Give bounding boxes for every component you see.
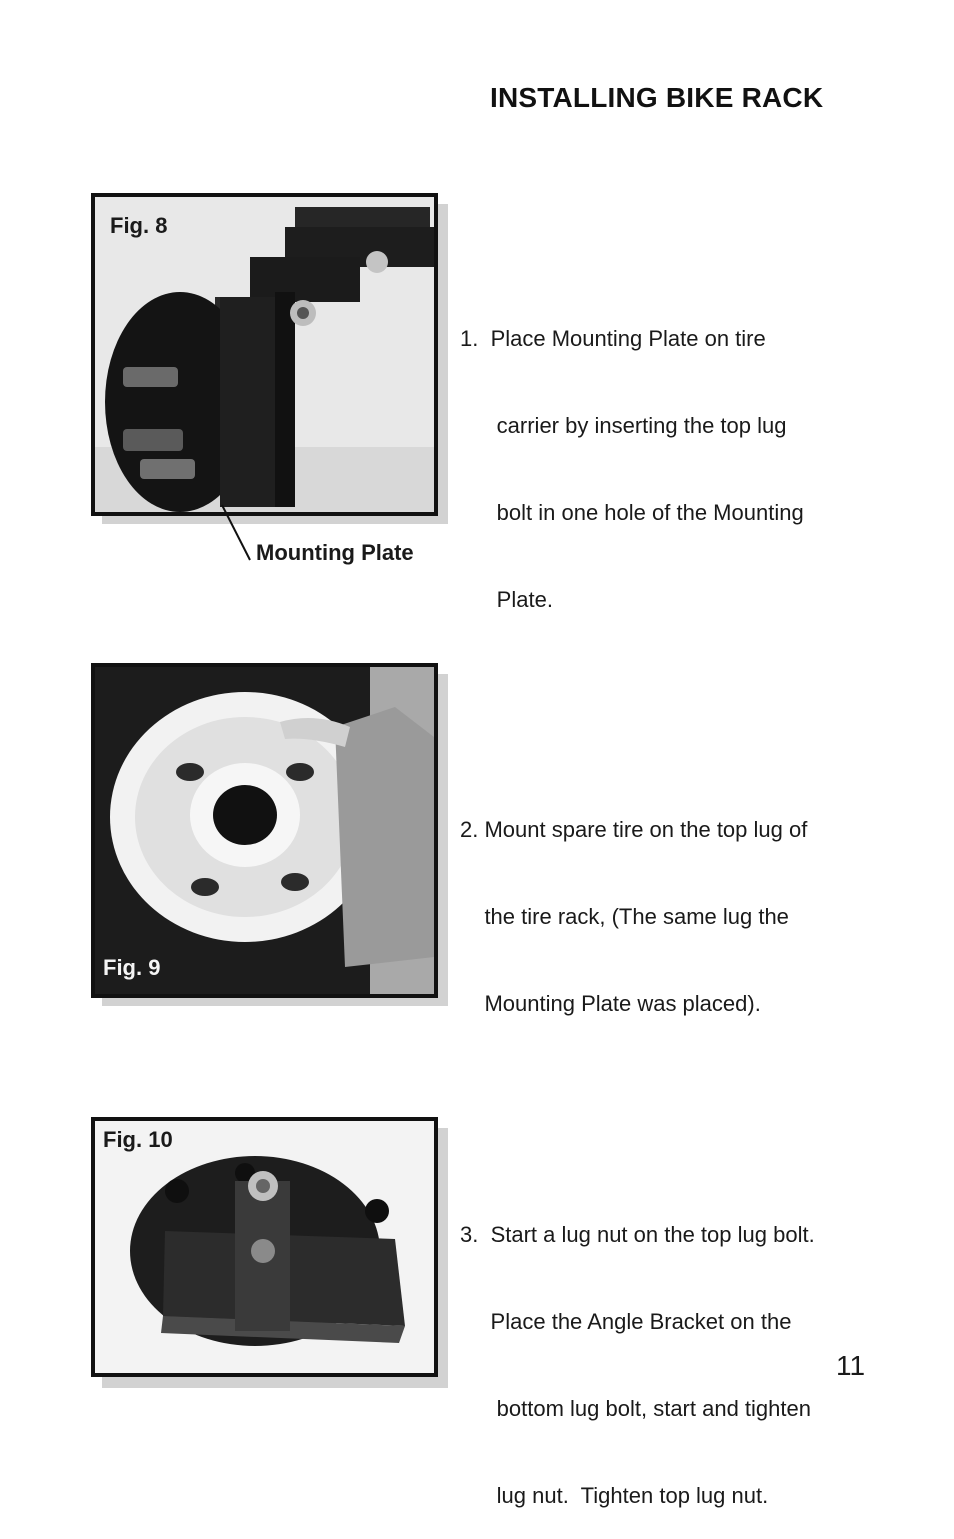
step-2-line: the tire rack, (The same lug the: [460, 904, 789, 929]
step-1-text: [460, 266, 804, 643]
step-3-line: 3. Start a lug nut on the top lug bolt.: [460, 1222, 815, 1247]
page-title: INSTALLING BIKE RACK: [490, 82, 824, 113]
step-2-line: Mounting Plate was placed).: [460, 991, 761, 1016]
step-3-line: lug nut. Tighten top lug nut.: [460, 1483, 769, 1508]
fig-10-photo: [91, 1117, 438, 1377]
step-1-line: carrier by inserting the top lug: [460, 413, 787, 438]
step-1-line: bolt in one hole of the Mounting: [460, 500, 804, 525]
step-3-text: [460, 1162, 815, 1539]
page-number: 11: [836, 1350, 866, 1381]
step-1-line: 1. Place Mounting Plate on tire: [460, 326, 766, 351]
step-3-line: bottom lug bolt, start and tighten: [460, 1396, 811, 1421]
step-2-text: [460, 757, 807, 1047]
mounting-plate-photo: [95, 197, 434, 512]
angle-bracket-photo: [95, 1121, 434, 1373]
mounting-plate-callout: Mounting Plate: [256, 540, 414, 565]
fig-8-photo: [91, 193, 438, 516]
step-3-line: Place the Angle Bracket on the: [460, 1309, 792, 1334]
step-2-line: 2. Mount spare tire on the top lug of: [460, 817, 808, 842]
fig-8-label: Fig. 8: [110, 213, 168, 238]
fig-9-label: Fig. 9: [103, 955, 161, 980]
spare-tire-photo: [95, 667, 434, 994]
fig-10-label: Fig. 10: [103, 1127, 173, 1152]
fig-9-photo: [91, 663, 438, 998]
step-1-line: Plate.: [460, 587, 553, 612]
